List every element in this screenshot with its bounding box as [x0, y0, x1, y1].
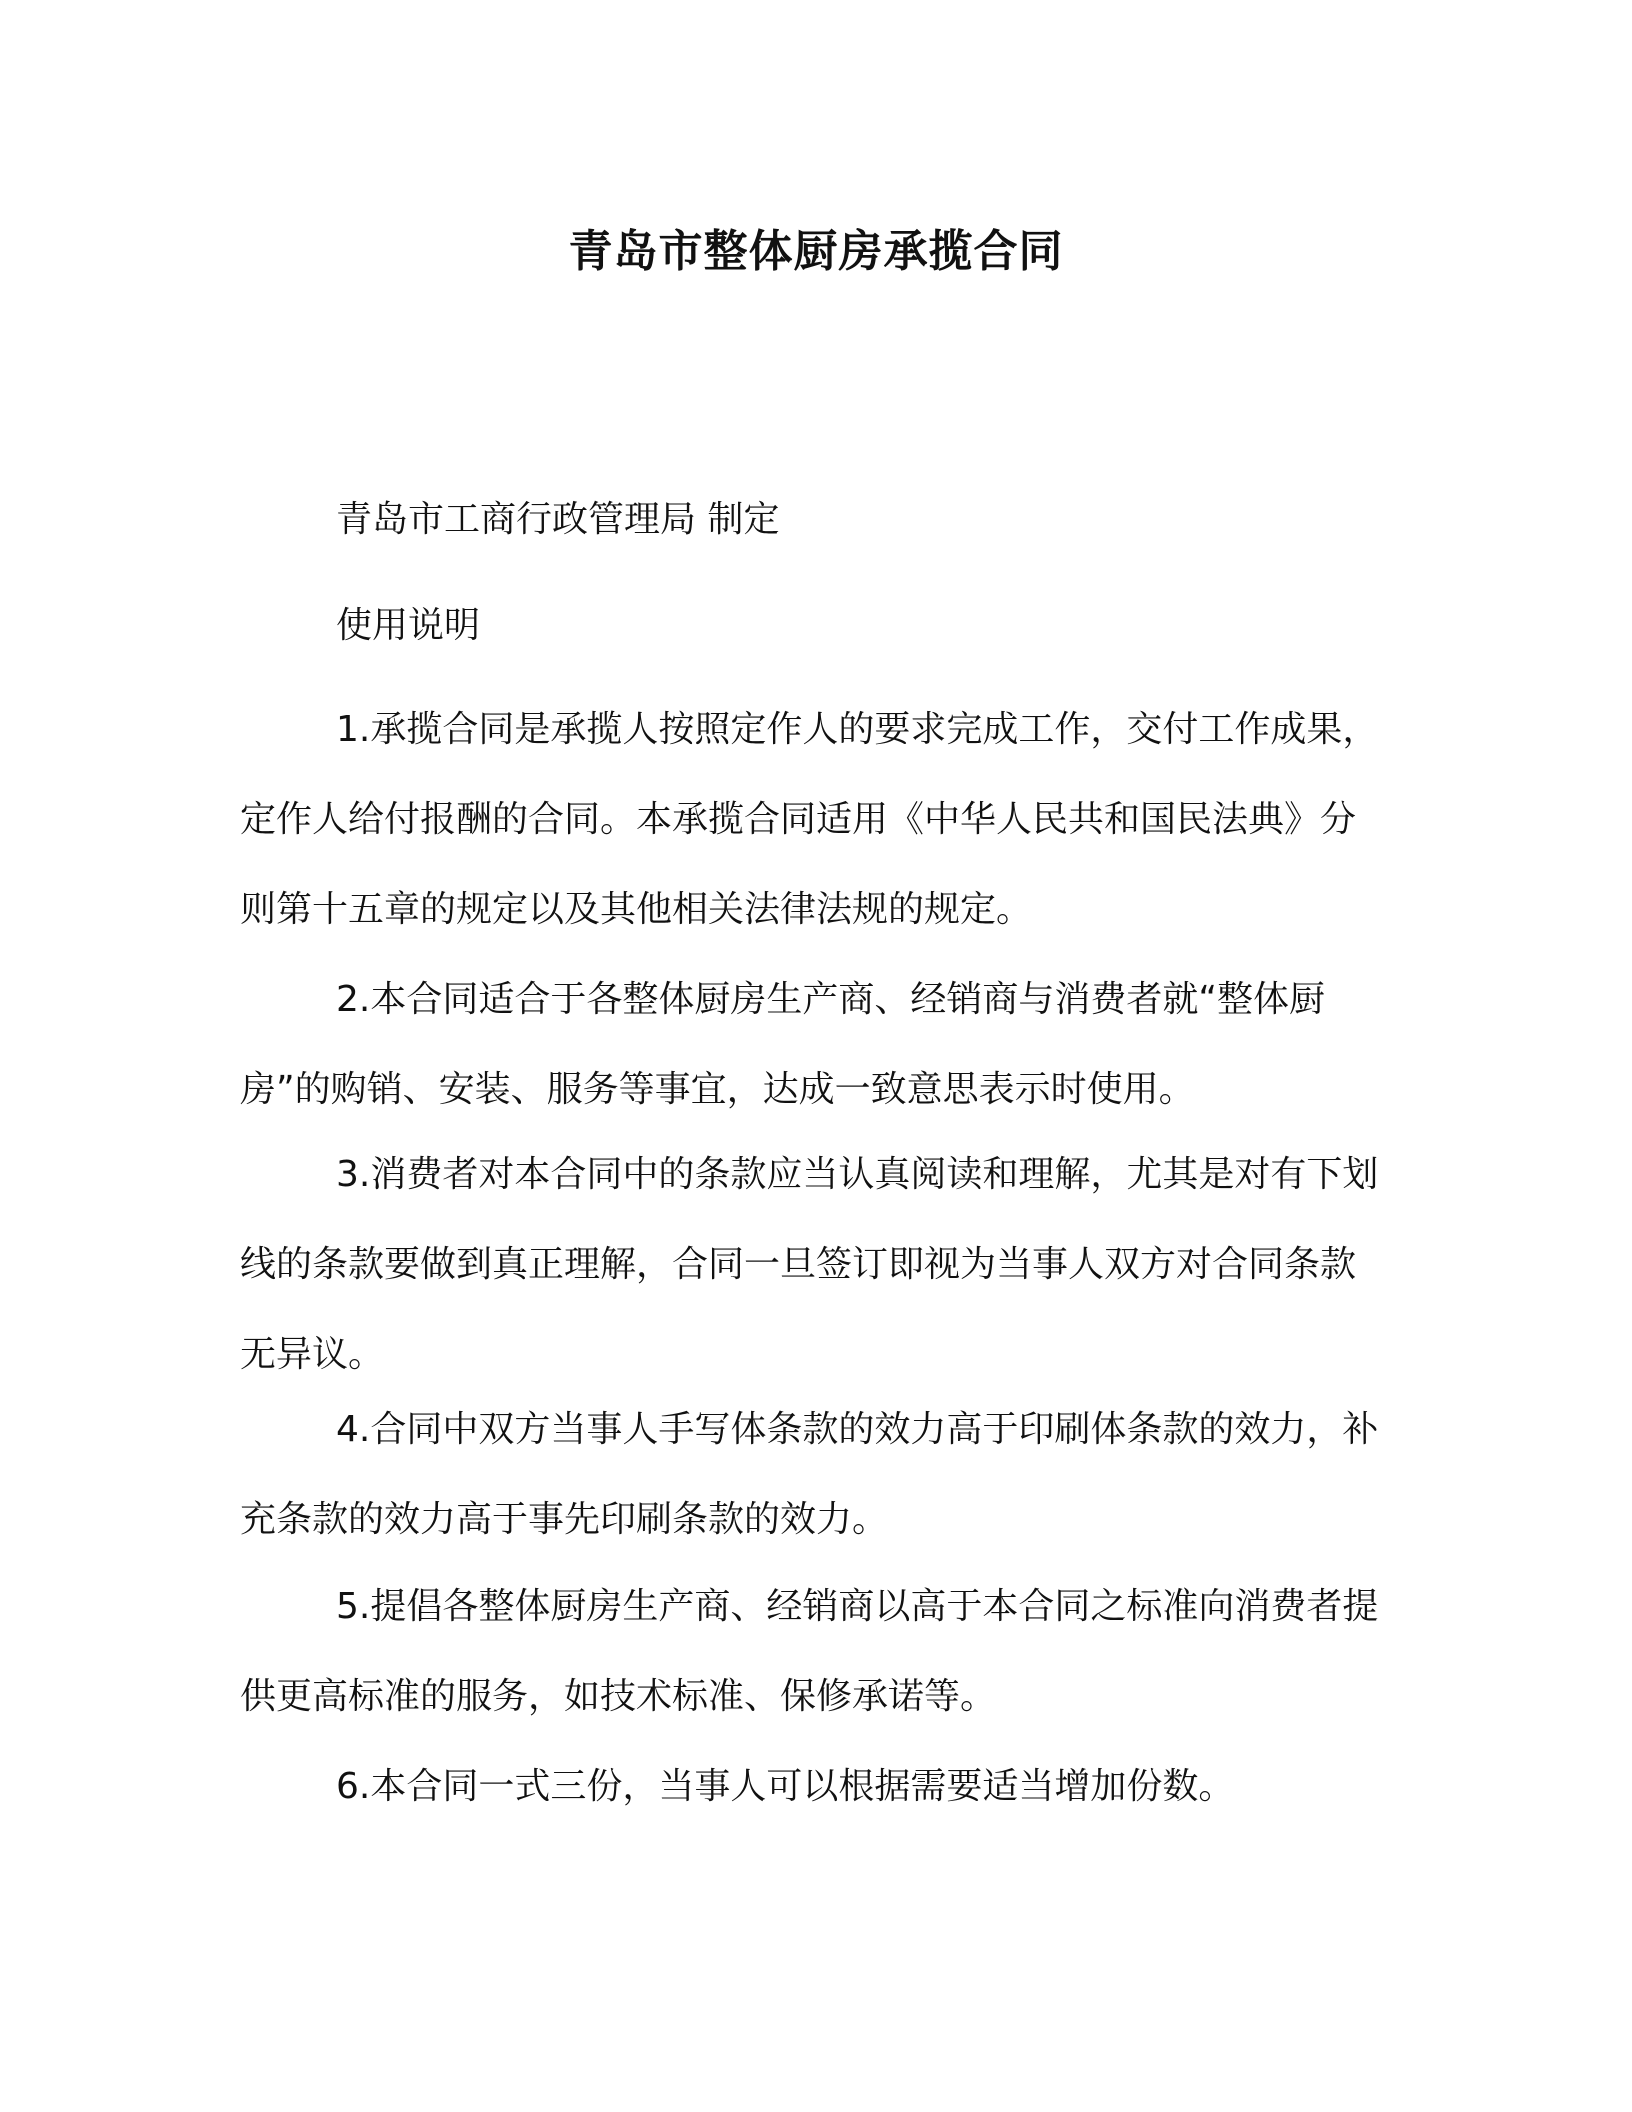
issuer-line: 青岛市工商行政管理局 制定 — [336, 499, 780, 540]
instruction-paragraph-5: 5.提倡各整体厨房生产商、经销商以高于本合同之标准向消费者提供更高标准的服务，如技术标准、保修承诺等。 — [240, 1586, 1379, 1717]
section-heading: 使用说明 — [336, 605, 481, 646]
instruction-paragraph-2: 2.本合同适合于各整体厨房生产商、经销商与消费者就“整体厨房”的购销、安装、服务等事宜，达成一致意思表示时使用。 — [240, 979, 1325, 1110]
instruction-paragraph-1: 1.承揽合同是承揽人按照定作人的要求完成工作，交付工作成果，定作人给付报酬的合同。本承揽合同适用《中华人民共和国民法典》分则第十五章的规定以及其他相关法律法规的规定。 — [240, 709, 1379, 930]
instruction-paragraph-6: 6.本合同一式三份，当事人可以根据需要适当增加份数。 — [336, 1766, 1235, 1807]
instruction-paragraph-3: 3.消费者对本合同中的条款应当认真阅读和理解，尤其是对有下划线的条款要做到真正理解，合同一旦签订即视为当事人双方对合同条款无异议。 — [240, 1154, 1379, 1375]
document-title: 青岛市整体厨房承揽合同 — [568, 226, 1064, 277]
instruction-paragraph-4: 4.合同中双方当事人手写体条款的效力高于印刷体条款的效力，补充条款的效力高于事先印刷条款的效力。 — [240, 1409, 1379, 1540]
